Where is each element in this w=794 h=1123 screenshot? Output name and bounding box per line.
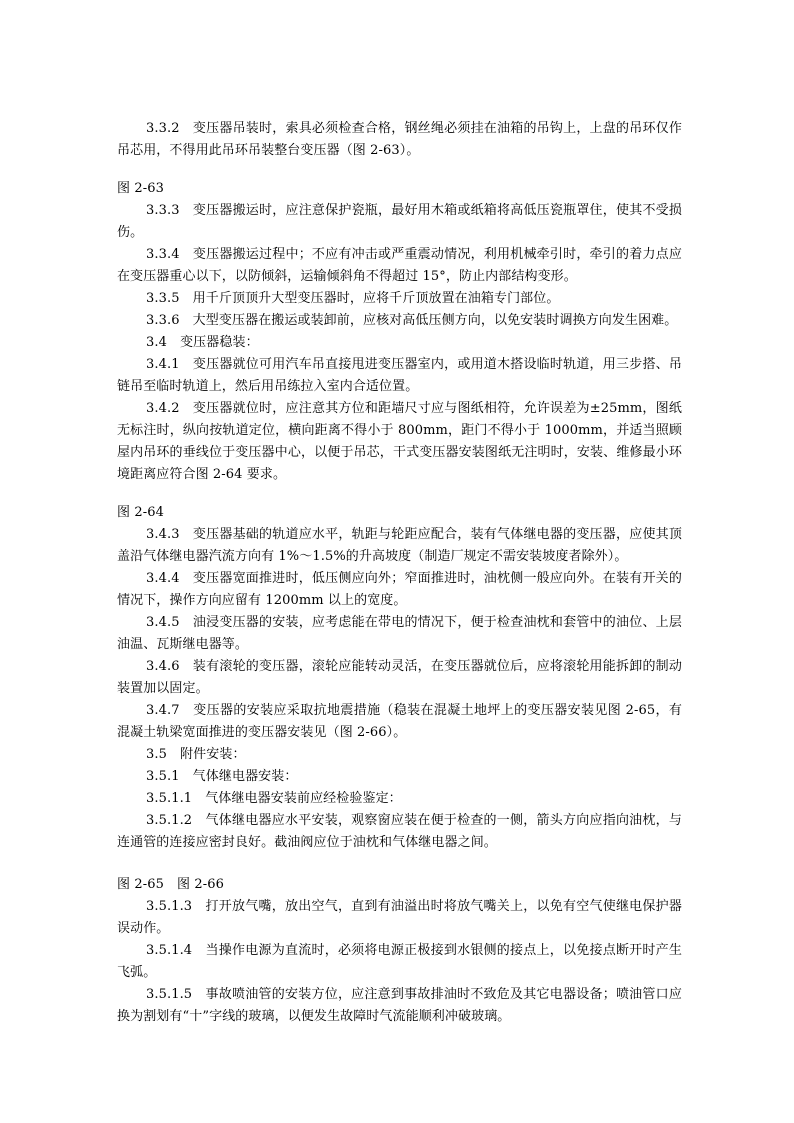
paragraph-3-4-5: 3.4.5 油浸变压器的安装，应考虑能在带电的情况下，便于检查油枕和套管中的油位、上层油温、瓦斯继电器等。 (117, 615, 682, 652)
paragraph-3-3-4: 3.3.4 变压器搬运过程中；不应有冲击或严重震动情况，利用机械牵引时，牵引的着力点应在变压器重心以下，以防倾斜，运输倾斜角不得超过 15°，防止内部结构变形。 (117, 247, 682, 284)
figure-caption-2-63: 图 2-63 (117, 181, 164, 196)
figure-caption-2-64: 图 2-64 (117, 505, 164, 520)
paragraph-3-4-4: 3.4.4 变压器宽面推进时，低压侧应向外；窄面推进时，油枕侧一般应向外。在装有开关的情况下，操作方向应留有 1200mm 以上的宽度。 (117, 571, 682, 608)
spacer (117, 486, 682, 502)
paragraph-3-4-3: 3.4.3 变压器基础的轨道应水平，轨距与轮距应配合，装有气体继电器的变压器，应使其顶盖沿气体继电器汽流方向有 1%～1.5%的升高坡度（制造厂规定不需安装坡度者除外）。 (117, 527, 682, 564)
paragraph-3-3-6: 3.3.6 大型变压器在搬运或装卸前，应核对高低压侧方向，以免安装时调换方向发生困难。 (146, 313, 678, 328)
paragraph-3-5-1-2: 3.5.1.2 气体继电器应水平安装，观察窗应装在便于检查的一侧，箭头方向应指向油枕，与连通管的连接应密封良好。截油阀应位于油枕和气体继电器之间。 (117, 813, 682, 850)
document-body (117, 118, 682, 1028)
paragraph-3-5-1-1: 3.5.1.1 气体继电器安装前应经检验鉴定： (146, 791, 402, 806)
paragraph-3-5-1-3: 3.5.1.3 打开放气嘴，放出空气，直到有油溢出时将放气嘴关上，以免有空气使继电保护器误动作。 (117, 899, 682, 936)
paragraph-3-4-2: 3.4.2 变压器就位时，应注意其方位和距墙尺寸应与图纸相符，允许误差为±25mm，图纸无标注时，纵向按轨道定位，横向距离不得小于 800mm，距门不得小于 1000mm，并适当照顾屋内吊环的垂线位于变压器中心，以便于吊芯，干式变压器安装图纸无注明时，安装、维修最小环境距离应符合图 2-64 要求。 (117, 401, 682, 482)
section-heading-3-5: 3.5 附件安装： (146, 747, 246, 762)
figure-caption-2-65-2-66: 图 2-65 图 2-66 (117, 877, 224, 892)
paragraph-3-3-5: 3.3.5 用千斤顶顶升大型变压器时，应将千斤顶放置在油箱专门部位。 (146, 291, 560, 306)
paragraph-3-3-2: 3.3.2 变压器吊装时，索具必须检查合格，钢丝绳必须挂在油箱的吊钩上，上盘的吊环仅作吊芯用，不得用此吊环吊装整台变压器（图 2-63）。 (117, 121, 682, 158)
paragraph-3-4-1: 3.4.1 变压器就位可用汽车吊直接甩进变压器室内，或用道木搭设临时轨道，用三步搭、吊链吊至临时轨道上，然后用吊练拉入室内合适位置。 (117, 357, 682, 394)
spacer (117, 854, 682, 874)
paragraph-3-3-3: 3.3.3 变压器搬运时，应注意保护瓷瓶，最好用木箱或纸箱将高低压瓷瓶罩住，使其不受损伤。 (117, 203, 682, 240)
section-heading-3-4: 3.4 变压器稳装： (146, 335, 259, 350)
paragraph-3-5-1: 3.5.1 气体继电器安装： (146, 769, 298, 784)
spacer (117, 162, 682, 178)
paragraph-3-5-1-4: 3.5.1.4 当操作电源为直流时，必须将电源正极接到水银侧的接点上，以免接点断开时产生飞弧。 (117, 943, 682, 980)
paragraph-3-4-7: 3.4.7 变压器的安装应采取抗地震措施（稳装在混凝土地坪上的变压器安装见图 2-65，有混凝土轨梁宽面推进的变压器安装见（图 2-66）。 (117, 703, 682, 740)
paragraph-3-5-1-5: 3.5.1.5 事故喷油管的安装方位，应注意到事故排油时不致危及其它电器设备；喷油管口应换为割划有“十”字线的玻璃，以便发生故障时气流能顺利冲破玻璃。 (117, 987, 682, 1024)
paragraph-3-4-6: 3.4.6 装有滚轮的变压器，滚轮应能转动灵活，在变压器就位后，应将滚轮用能拆卸的制动装置加以固定。 (117, 659, 682, 696)
